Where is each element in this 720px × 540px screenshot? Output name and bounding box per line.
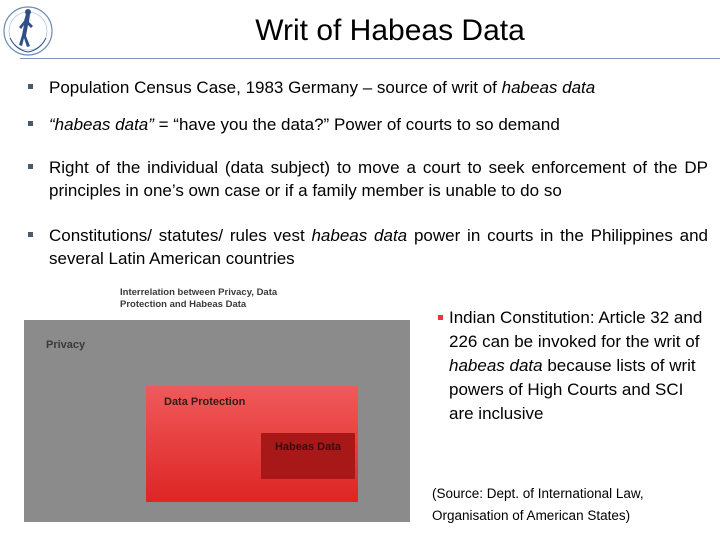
- bullet-marker: [28, 232, 33, 237]
- bullet-habeas-meaning: [28, 113, 708, 137]
- diagram-title: Interrelation between Privacy, Data Protection and Habeas Data: [120, 287, 278, 310]
- source-line-2: Organisation of American States): [432, 508, 631, 523]
- source-line-1: (Source: Dept. of International Law,: [432, 486, 644, 501]
- bullet-census-case: [28, 76, 708, 100]
- habeas-data-region: [261, 433, 355, 479]
- organization-seal-logo: [2, 2, 54, 60]
- bullet-marker: [438, 315, 443, 320]
- bullet-marker: [28, 164, 33, 169]
- bullet-text: Population Census Case, 1983 Germany – source of writ of habeas data: [49, 78, 596, 97]
- interrelation-diagram: [20, 280, 410, 522]
- habeas-data-label: Habeas Data: [274, 441, 342, 453]
- bullet-text: Indian Constitution: Article 32 and 226 can be invoked for the writ of habeas data because lists of writ powers of High Courts and SCI are inclusive: [449, 308, 703, 423]
- data-protection-label: Data Protection: [164, 396, 246, 408]
- bullet-text: Right of the individual (data subject) to move a court to seek enforcement of the DP principles in one’s own case or if a family member is unable to do so: [49, 158, 708, 200]
- bullet-text: Constitutions/ statutes/ rules vest habeas data power in courts in the Philippines and several Latin American countries: [49, 226, 708, 268]
- bullet-marker: [28, 121, 33, 126]
- bullet-individual-right: [28, 156, 708, 202]
- title-divider: [20, 58, 720, 59]
- bullet-marker: [28, 84, 33, 89]
- slide-title: Writ of Habeas Data: [255, 14, 525, 47]
- source-citation: [432, 483, 712, 527]
- bullet-text: “habeas data” = “have you the data?” Power of courts to so demand: [49, 115, 560, 134]
- privacy-label: Privacy: [46, 339, 86, 351]
- bullet-constitutions: [28, 224, 708, 270]
